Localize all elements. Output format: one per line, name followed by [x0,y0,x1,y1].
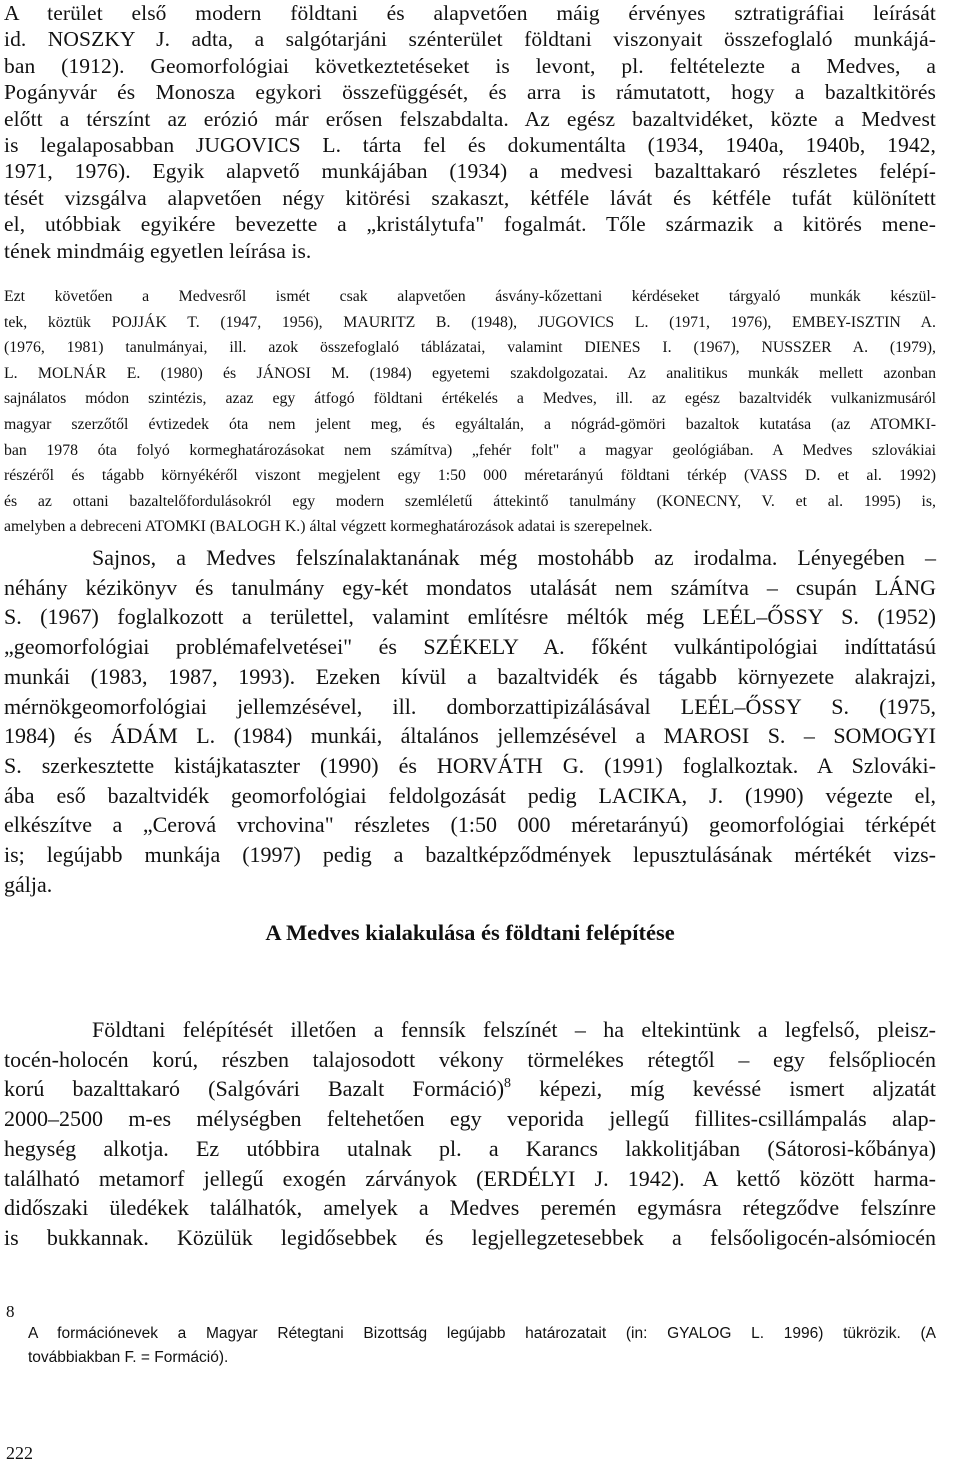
footnote-number: 8 [6,1302,15,1321]
paragraph-4-line-part: képezi, míg kevéssé ismert aljzatát [539,1076,936,1102]
paragraph-3-line: ába eső bazaltvidék geomorfológiai feldolgozását pedig LACIKA, J. (1990) végezte el, [4,782,936,808]
paragraph-3 [4,543,936,899]
paragraph-1-line: előtt a térszínt az erózió már erősen felszabdalta. Az egész bazaltvidéket, közte a Medvest [4,106,936,131]
paragraph-1-line: el, utóbbiak egyikére bevezette a „kristálytufa" fogalmát. Tőle származik a kitörés mene- [4,212,936,237]
paragraph-4-line: hegység alkotja. Ez utóbbira utalnak pl. a Karancs lakkolitjában (Sátorosi-kőbánya) [4,1135,936,1161]
paragraph-1-line: tését vizsgálva alapvetően négy kitörési szakaszt, kétféle lávát és kétféle tufát különített [4,185,936,210]
paragraph-3-line: S. (1967) foglalkozott a területtel, valamint említésre méltók még LEÉL–ŐSSY S. (1952) [4,604,936,630]
paragraph-1-line: A terület első modern földtani és alapvetően máig érvényes sztratigráfiai leírását [4,1,936,25]
paragraph-3-line: elkészítve a „Cerová vrchovina" részletes (1:50 000 méretarányú) geomorfológiai térképét [4,812,936,838]
paragraph-2-line: amelyben a debreceni ATOMKI (BALOGH K.) által végzett kormeghatározások adatai is szerepelnek. [4,518,653,536]
paragraph-3-line: is; legújabb munkája (1997) pedig a bazaltképződmények lepusztulásának mértékét vizs- [4,842,936,868]
paragraph-4-line: Földtani felépítését illetően a fennsík felszínét – ha eltekintünk a legfelső, pleisz- [92,1017,936,1042]
paragraph-1-line: 1971, 1976). Egyik alapvető munkájában (1934) a medvesi bazalttakaró részletes felépí- [4,159,936,184]
paragraph-3-line: S. szerkesztette kistájkataszter (1990) és HORVÁTH G. (1991) foglalkoztak. A Szlováki- [4,752,936,778]
paragraph-1 [4,0,936,264]
paragraph-4-line-with-footnote [4,1074,936,1104]
paragraph-2-line: sajnálatos módon szintézis, azaz egy átfogó földtani értékelés a Medves, ill. az egész bazaltvidék vulkanizmusáról [4,390,936,408]
footnote-reference[interactable]: 8 [504,1076,512,1092]
paragraph-4-line-part: korú bazalttakaró (Salgóvári Bazalt Formáció) [4,1076,505,1102]
paragraph-2-line: ban 1978 óta folyó kormeghatározásokat nem számítva) „fehér folt" a magyar geológiában. A Medves szlovákiai [4,441,936,459]
paragraph-4-line: is bukkannak. Közülük legidősebbek és legjellegzetesebbek a felsőoligocén-alsómiocén [4,1224,936,1250]
paragraph-2-line: tek, köztük POJJÁK T. (1947, 1956), MAURITZ B. (1948), JUGOVICS L. (1971, 1976), EMBEY-ISZTIN A. [4,313,936,331]
paragraph-2-line: (1976, 1981) tanulmányai, ill. azok összefoglaló táblázatai, valamint DIENES I. (1967), NUSSZER A. (1979), [4,339,936,357]
paragraph-3-line: „geomorfológiai problémafelvetései" és SZÉKELY A. főként vulkántipológiai indíttatású [4,634,936,660]
paragraph-3-line: gálja. [4,871,53,897]
paragraph-2-line: részéről és tágabb környékéről viszont megjelent egy 1:50 000 méretarányú földtani térkép (VASS D. et al. 1992) [4,467,936,485]
paragraph-3-line: mérnökgeomorfológiai jellemzésével, ill. domborzattipizálásával LEÉL–ŐSSY S. (1975, [4,693,936,719]
paragraph-3-line: 1984) és ÁDÁM L. (1984) munkái, általános jellemzésével a MAROSI S. – SOMOGYI [4,723,936,749]
paragraph-2-small-print [4,284,936,540]
paragraph-3-line: néhány kézikönyv és tanulmány egy-két mondatos utalását nem számítva – csupán LÁNG [4,574,936,600]
paragraph-4-line: 2000–2500 m-es mélységben feltehetően egy veporida jellegű fillites-csillámpalás alap- [4,1106,936,1132]
paragraph-3-line: Sajnos, a Medves felszínalaktanának még mostohább az irodalma. Lényegében – [92,545,936,570]
footnote-line: továbbiakban F. = Formáció). [28,1349,229,1366]
paragraph-2-line: magyar szerzőtől évtizedek óta nem jelent meg, és egyáltalán, a nógrád-gömöri bazaltok kutatása (az ATOMKI- [4,415,936,433]
paragraph-1-line: id. NOSZKY J. adta, a salgótarjáni szénterület földtani viszonyait összefoglaló munkájá- [4,27,936,52]
paragraph-4-line: található metamorf jellegű exogén zárványok (ERDÉLYI J. 1942). A kettő között harma- [4,1165,936,1191]
page-number: 222 [6,1443,33,1463]
paragraph-4-line: tocén-holocén korú, részben talajosodott vékony törmelékes rétegtől – egy felsőpliocén [4,1046,936,1072]
paragraph-3-line: munkái (1983, 1987, 1993). Ezeken kívül a bazaltvidék és tágabb környezete alakrajzi, [4,663,936,689]
paragraph-1-line: Pogányvár és Monosza egykori összefüggését, és arra is rámutatott, hogy a bazaltkitörés [4,80,936,105]
paragraph-2-line: és az ottani bazaltelőfordulásokról egy modern szemléletű áttekintő tanulmány (KONECNY, V. et al. 1995) is, [4,492,936,510]
paragraph-2-line: Ezt követően a Medvesről ismét csak alapvetően ásvány-kőzettani kérdéseket tárgyaló munkák készül- [4,288,936,305]
paragraph-1-line: ban (1912). Geomorfológiai következtetéseket is levont, pl. feltételezte a Medves, a [4,53,936,78]
paragraph-1-line: tének mindmáig egyetlen leírása is. [4,238,312,263]
paragraph-2-line: L. MOLNÁR E. (1980) és JÁNOSI M. (1984) egyetemi szakdolgozatai. Az analitikus munkák mellett azonban [4,364,936,382]
paragraph-1-line: is legalaposabban JUGOVICS L. tárta fel és dokumentálta (1934, 1940a, 1940b, 1942, [4,133,936,158]
section-heading: A Medves kialakulása és földtani felépítése [265,920,675,945]
footnote-text [28,1322,936,1370]
footnote-line: A formációnevek a Magyar Rétegtani Bizottság legújabb határozatait (in: GYALOG L. 1996) tükrözik. (A [28,1325,936,1342]
paragraph-4-line: didőszaki üledékek találhatók, amelyek a Medves peremén egymásra rétegződve felszínre [4,1195,936,1221]
paragraph-4 [4,1015,936,1253]
